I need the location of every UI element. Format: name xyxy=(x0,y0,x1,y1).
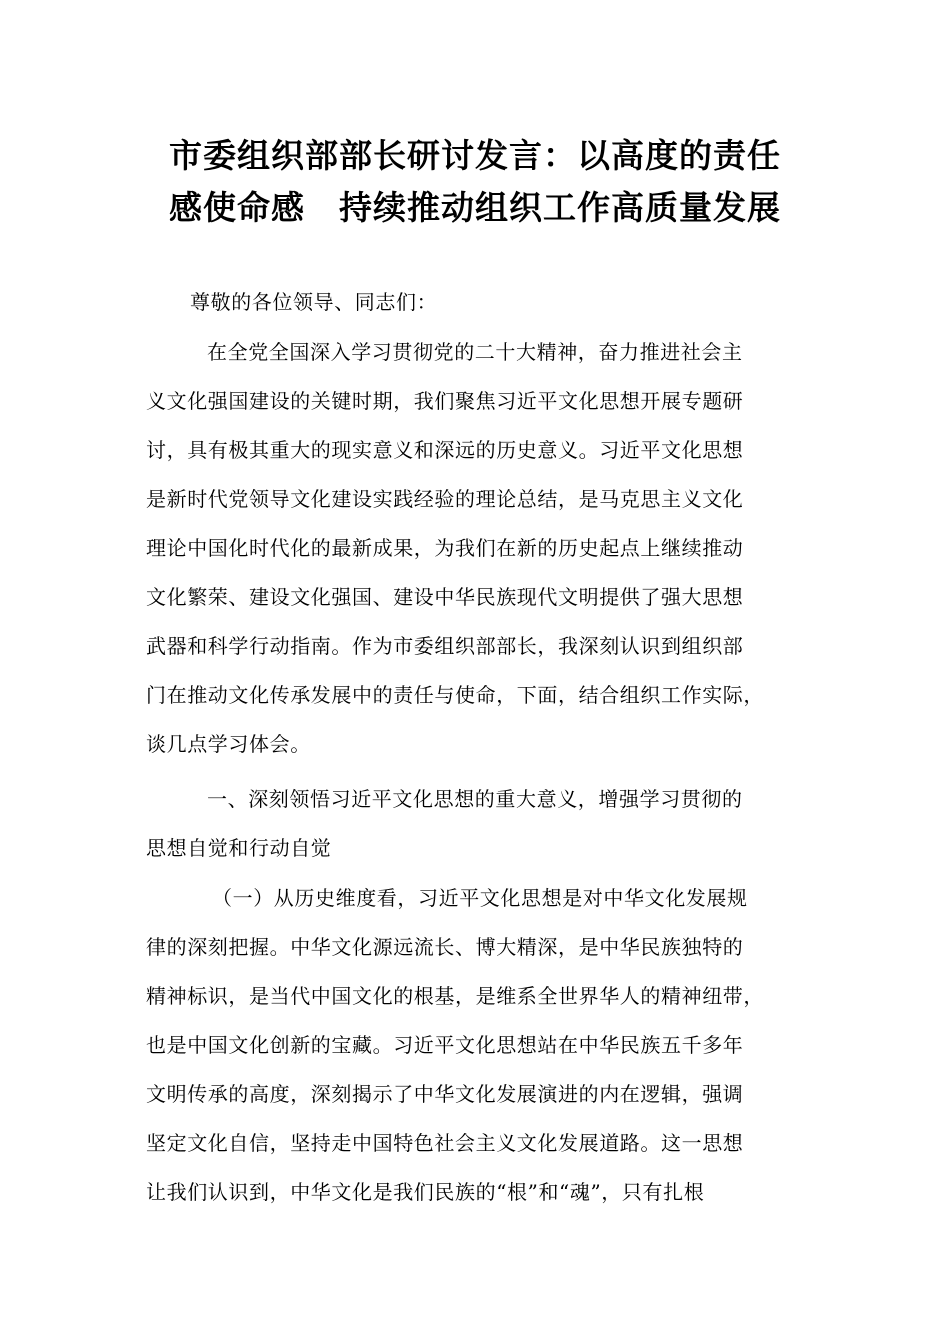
subsection-line: 律的深刻把握。中华文化源远流长、博大精深，是中华民族独特的 xyxy=(146,935,744,959)
section-heading-line: 思想自觉和行动自觉 xyxy=(146,836,332,860)
subsection-line: （一）从历史维度看，习近平文化思想是对中华文化发展规 xyxy=(212,886,748,910)
intro-line: 是新时代党领导文化建设实践经验的理论总结，是马克思主义文化 xyxy=(146,487,744,511)
subsection-line: 精神标识，是当代中国文化的根基，是维系全世界华人的精神纽带， xyxy=(146,984,764,1008)
salutation: 尊敬的各位领导、同志们： xyxy=(190,290,438,314)
intro-line: 理论中国化时代化的最新成果，为我们在新的历史起点上继续推动 xyxy=(146,536,744,560)
intro-line: 义文化强国建设的关键时期，我们聚焦习近平文化思想开展专题研 xyxy=(146,389,744,413)
intro-line: 门在推动文化传承发展中的责任与使命，下面，结合组织工作实际， xyxy=(146,683,764,707)
subsection-line: 也是中国文化创新的宝藏。习近平文化思想站在中华民族五千多年 xyxy=(146,1033,744,1057)
title-line-2: 感使命感 持续推动组织工作高质量发展 xyxy=(169,188,781,227)
document-title xyxy=(110,130,840,234)
subsection-line: 文明传承的高度，深刻揭示了中华文化发展演进的内在逻辑，强调 xyxy=(146,1082,744,1106)
subsection-line: 让我们认识到，中华文化是我们民族的“根”和“魂”，只有扎根 xyxy=(146,1180,705,1204)
intro-line: 文化繁荣、建设文化强国、建设中华民族现代文明提供了强大思想 xyxy=(146,585,744,609)
title-line-1: 市委组织部部长研讨发言：以高度的责任 xyxy=(169,136,781,175)
subsection-line: 坚定文化自信，坚持走中国特色社会主义文化发展道路。这一思想 xyxy=(146,1131,744,1155)
intro-line: 谈几点学习体会。 xyxy=(146,732,311,756)
section-heading-line: 一、深刻领悟习近平文化思想的重大意义，增强学习贯彻的 xyxy=(207,787,743,811)
intro-line: 武器和科学行动指南。作为市委组织部部长，我深刻认识到组织部 xyxy=(146,634,744,658)
intro-line: 在全党全国深入学习贯彻党的二十大精神，奋力推进社会主 xyxy=(207,340,743,364)
intro-line: 讨，具有极其重大的现实意义和深远的历史意义。习近平文化思想 xyxy=(146,438,744,462)
